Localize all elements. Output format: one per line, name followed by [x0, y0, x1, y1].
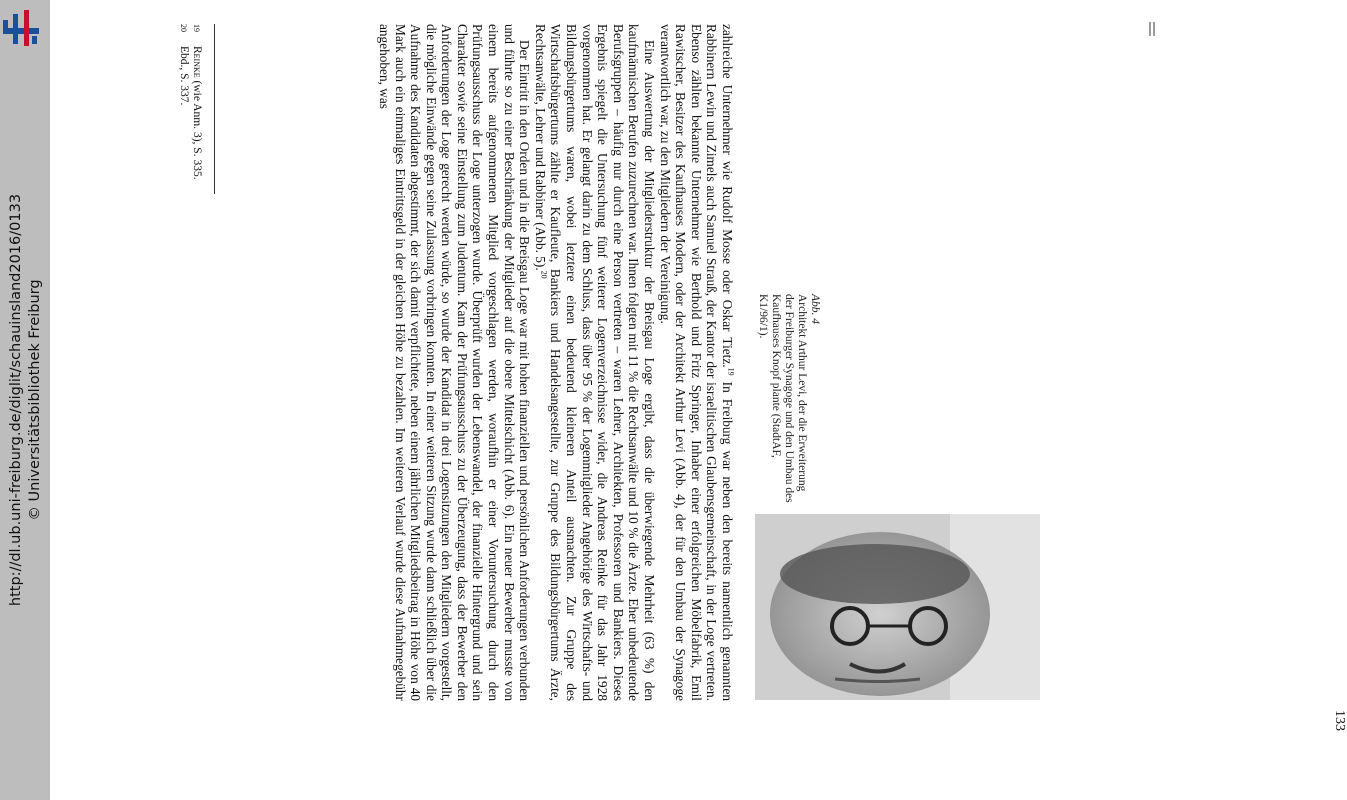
source-url[interactable]: http://dl.ub.uni-freiburg.de/diglit/schauinsland2016/0133: [8, 193, 24, 607]
footnote: 20 Ebd., S. 337.: [178, 24, 190, 106]
footnotes: [177, 24, 203, 701]
footnote-ref[interactable]: 20: [539, 270, 549, 279]
corner-marker: [1149, 22, 1155, 36]
figure-number: Abb. 4: [809, 294, 821, 325]
article-body: [376, 24, 735, 701]
paragraph: Der Eintritt in den Orden und in die Breisgau Loge war mit hohen finanziellen und persönlichen Anforderungen verbunden und führte so zu einer Beschränkung der Mitglieder auf die obere Mittelschicht (Abb. 6). Ein neuer Bewerber musste von einem bereits aufgenommenen Mitglied vorgeschlagen werden, woraufhin er einer Voruntersuchung durch den Prüfungsausschuss der Loge unterzogen wurde. Überprüft wurden der Lebenswandel, der finanzielle Hintergrund und sein Charakter sowie seine Einstellung zum Judentum. Kam der Prüfungsausschuss zu der Überzeugung, dass der Bewerber den Anforderungen der Loge gerecht werden würde, so wurde der Kandidat in drei Logensitzungen den Mitgliedern vorgestellt, die mögliche Einwände gegen seine Zulassung vorbringen konnten. In einer weiteren Sitzung wurde dann schließlich über die Aufnahme des Kandidaten abgestimmt, der sich damit verpflichtete, neben einem jährlichen Mitgliedsbeitrag in Höhe von 40 Mark auch ein einmaliges Eintrittsgeld in der gleichen Höhe zu bezahlen. Im weiteren Verlauf wurde diese Aufnahmegebühr angehoben, was: [376, 24, 533, 701]
paragraph: zahlreiche Unternehmer wie Rudolf Mosse oder Oskar Tietz.$^{19}$ In Freiburg war neben den bereits namentlich genannten Rabbinern Lewin und Zimels auch Samuel Strauß, der Kantor der israelitischen Glaubensgemeinschaft, in der Loge vertreten. Ebenso zählten bekannte Unternehmer wie Berthold und Fritz Springer, Inhaber einer erfolgreichen Möbelfabrik, Emil Rawitscher, Besitzer des Kaufhauses Modern, oder der Architekt Arthur Levi (Abb. 4), der für den Umbau der Synagoge verantwortlich war, zu den Mitgliedern der Vereinigung.: [657, 24, 736, 701]
caption-text: Architekt Arthur Levi, der die Erweiterung der Freiburger Synagoge und den Umbau des Kaufhauses Knopf plante (StadtAF, K1/96/1).: [757, 294, 808, 503]
page-number: 133: [1332, 710, 1347, 731]
footnote-ref[interactable]: 19: [726, 367, 736, 376]
figure-caption: [756, 294, 821, 504]
viewer-source-info: [7, 0, 45, 800]
paragraph: Eine Auswertung der Mitgliederstruktur der Breisgau Loge ergibt, dass die überwiegende Mehrheit (63 %) den kaufmännischen Berufen zuzurechnen war. Ihnen folgten mit 11 % die Rechtsanwälte und 10 % die Ärzte. Eher unbedeutende Berufsgruppen – häufig nur durch eine Person vertreten – waren Lehrer, Architekten, Professoren und Bankiers. Dieses Ergebnis spiegelt die Untersuchung fünf weiterer Logenverzeichnisse wider, die Andreas Reinke für das Jahr 1928 vorgenommen hat. Er gelangt darin zu dem Schluss, dass über 95 % der Logenmitglieder Angehörige des Wirtschafts- und Bildungsbürgertums waren, wobei letztere einen bedeutend kleineren Anteil ausmachten. Zur Gruppe des Wirtschaftsbürgertums zählte er Kaufleute, Bankiers und Handelsangestellte, zur Gruppe des Bildungsbürgertums Ärzte, Rechtsanwälte, Lehrer und Rabbiner (Abb. 5).$^{20}$: [532, 24, 658, 701]
scanned-page: [175, 24, 1347, 731]
portrait-photo-icon: [755, 514, 1040, 700]
footnote: 19 Reinke (wie Anm. 3), S. 335.: [191, 24, 203, 180]
viewer-sidebar: [0, 0, 50, 800]
footnote-divider: [214, 24, 215, 194]
figure-photo: [755, 514, 1040, 700]
copyright-notice: © Universitätsbibliothek Freiburg: [27, 279, 43, 521]
